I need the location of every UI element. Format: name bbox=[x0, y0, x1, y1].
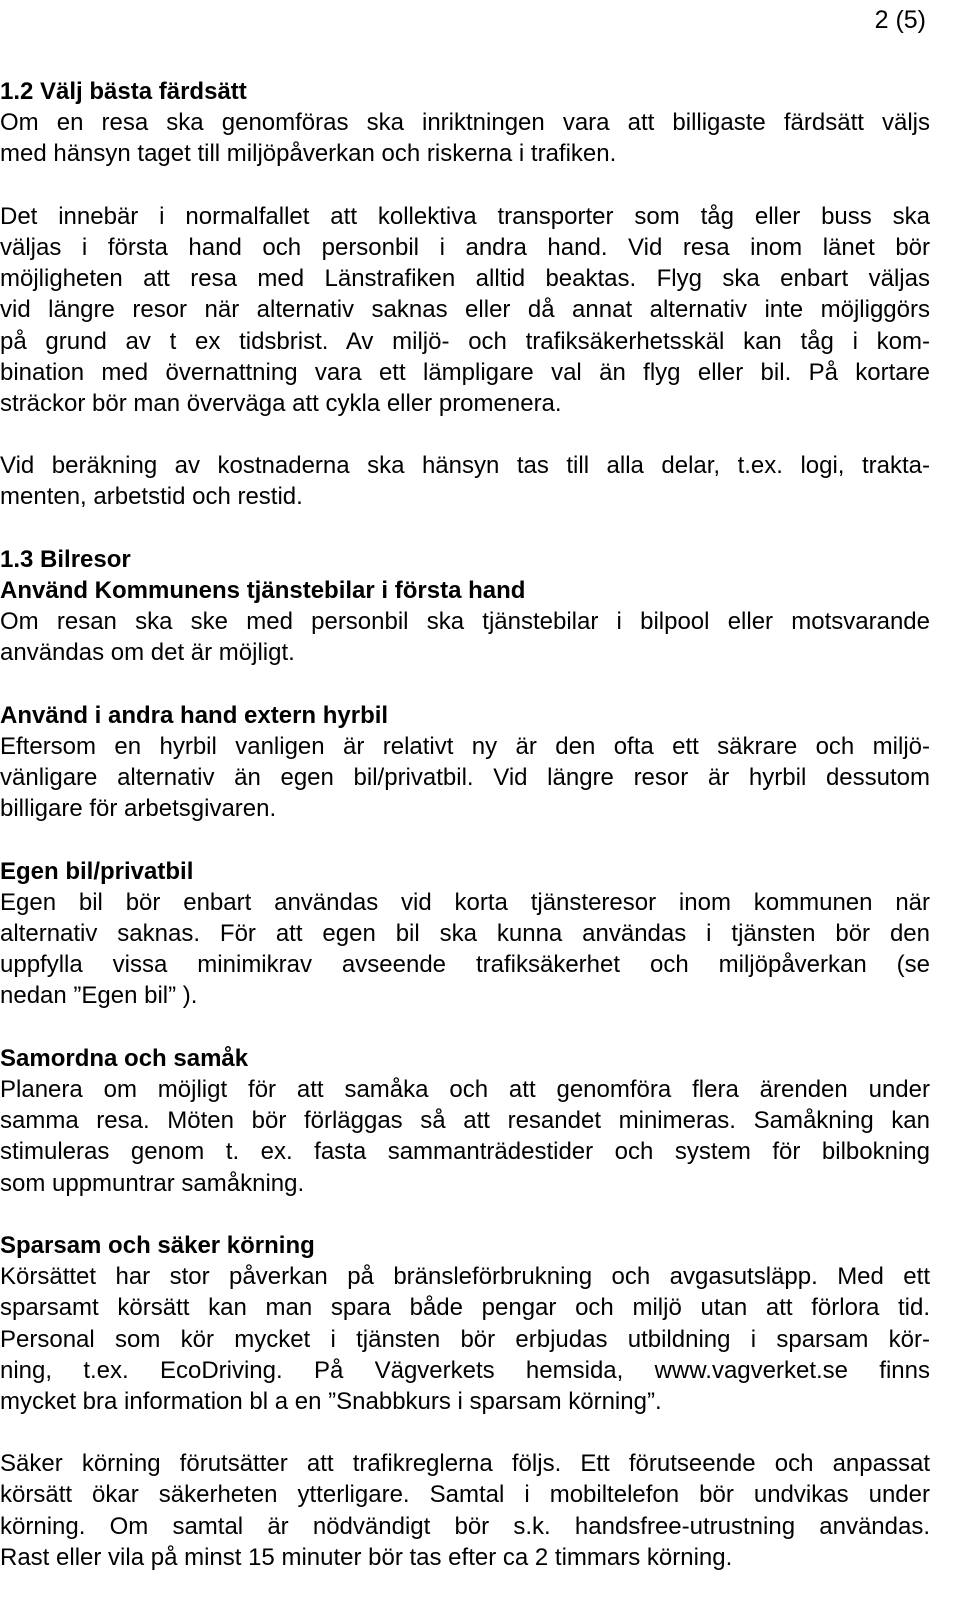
text-line: samma resa. Möten bör förläggas så att resandet minimeras. Samåkning kan bbox=[0, 1107, 930, 1135]
subheading: Egen bil/privatbil bbox=[0, 857, 194, 885]
text-line: Eftersom en hyrbil vanligen är relativt ny är den ofta ett säkrare och miljö- bbox=[0, 732, 930, 760]
text-line: Egen bil bör enbart användas vid korta tjänsteresor inom kommunen när bbox=[0, 888, 930, 916]
text-line: vänligare alternativ än egen bil/privatbil. Vid längre resor är hyrbil dessutom bbox=[0, 764, 930, 792]
text-line: bination med övernattning vara ett lämpligare val än flyg eller bil. På kortare bbox=[0, 358, 930, 386]
text-line: Personal som kör mycket i tjänsten bör erbjudas utbildning i sparsam kör- bbox=[0, 1325, 930, 1353]
text-line: Körsättet har stor påverkan på bränsleförbrukning och avgasutsläpp. Med ett bbox=[0, 1263, 930, 1291]
text-line: på grund av t ex tidsbrist. Av miljö- och trafiksäkerhetsskäl kan tåg i kom- bbox=[0, 327, 930, 355]
text-line: Om resan ska ske med personbil ska tjänstebilar i bilpool eller motsvarande bbox=[0, 608, 930, 636]
text-line: alternativ saknas. För att egen bil ska kunna användas i tjänsten bör den bbox=[0, 920, 930, 948]
text-line: ning, t.ex. EcoDriving. På Vägverkets hemsida, www.vagverket.se finns bbox=[0, 1356, 930, 1384]
subheading: Samordna och samåk bbox=[0, 1044, 249, 1072]
text-line: som uppmuntrar samåkning. bbox=[0, 1169, 305, 1197]
section-heading: 1.2 Välj bästa färdsätt bbox=[0, 78, 247, 105]
text-line: väljas i första hand och personbil i andra hand. Vid resa inom länet bör bbox=[0, 233, 930, 261]
section-1-3 bbox=[0, 544, 930, 1573]
document-body bbox=[0, 76, 930, 1573]
text-line: mycket bra information bl a en ”Snabbkurs i sparsam körning”. bbox=[0, 1387, 662, 1415]
subheading: Sparsam och säker körning bbox=[0, 1231, 315, 1259]
page-number: 2 (5) bbox=[874, 6, 926, 34]
text-line: billigare för arbetsgivaren. bbox=[0, 795, 277, 823]
subheading: Använd Kommunens tjänstebilar i första hand bbox=[0, 577, 526, 604]
text-line: stimuleras genom t. ex. fasta sammanträdestider och system för bilbokning bbox=[0, 1138, 930, 1166]
text-line: Om en resa ska genomföras ska inriktningen vara att billigaste färdsätt väljs bbox=[0, 109, 930, 137]
text-line: menten, arbetstid och restid. bbox=[0, 483, 303, 511]
subheading: Använd i andra hand extern hyrbil bbox=[0, 701, 389, 729]
text-line: Planera om möjligt för att samåka och att genomföra flera ärenden under bbox=[0, 1076, 930, 1103]
text-line: körsätt ökar säkerheten ytterligare. Samtal i mobiltelefon bör undvikas under bbox=[0, 1481, 930, 1509]
text-line: Säker körning förutsätter att trafikreglerna följs. Ett förutseende och anpassat bbox=[0, 1450, 930, 1478]
text-line: Det innebär i normalfallet att kollektiva transporter som tåg eller buss ska bbox=[0, 202, 930, 230]
text-line: Rast eller vila på minst 15 minuter bör tas efter ca 2 timmars körning. bbox=[0, 1543, 733, 1571]
text-line: uppfylla vissa minimikrav avseende trafiksäkerhet och miljöpåverkan (se bbox=[0, 951, 930, 979]
section-heading: 1.3 Bilresor bbox=[0, 545, 131, 573]
text-line: Vid beräkning av kostnaderna ska hänsyn tas till alla delar, t.ex. logi, trakta- bbox=[0, 452, 930, 480]
text-line: nedan ”Egen bil” ). bbox=[0, 982, 198, 1010]
text-line: sparsamt körsätt kan man spara både pengar och miljö utan att förlora tid. bbox=[0, 1294, 930, 1322]
text-line: möjligheten att resa med Länstrafiken alltid beaktas. Flyg ska enbart väljas bbox=[0, 265, 930, 293]
text-line: sträckor bör man överväga att cykla eller promenera. bbox=[0, 389, 562, 417]
text-line: körning. Om samtal är nödvändigt bör s.k. handsfree-utrustning användas. bbox=[0, 1512, 930, 1540]
text-line: användas om det är möjligt. bbox=[0, 639, 295, 667]
text-line: med hänsyn taget till miljöpåverkan och riskerna i trafiken. bbox=[0, 140, 617, 168]
section-1-2 bbox=[0, 76, 930, 544]
text-line: vid längre resor när alternativ saknas eller då annat alternativ inte möjliggörs bbox=[0, 296, 930, 324]
